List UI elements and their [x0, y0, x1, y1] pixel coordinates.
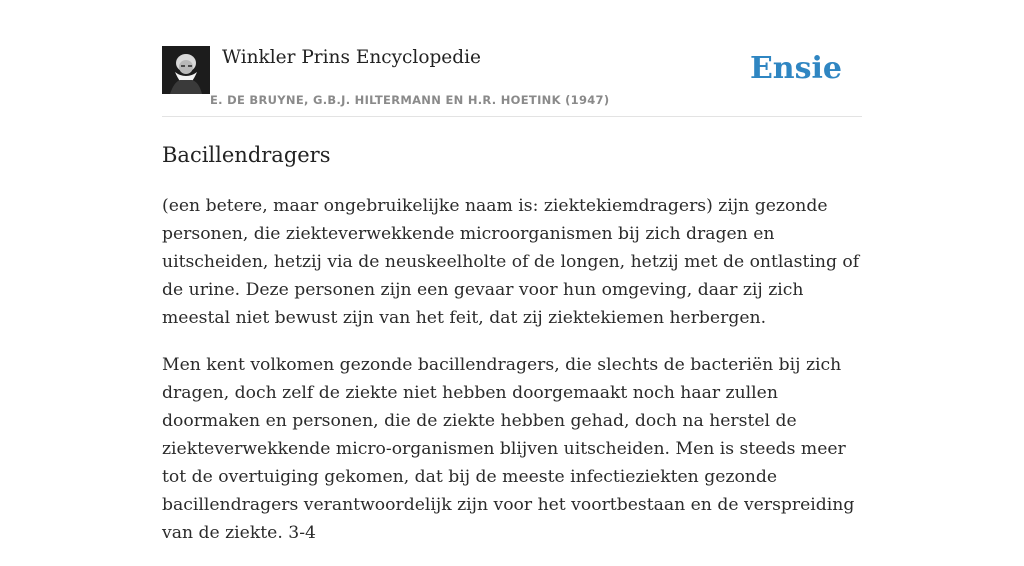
author-portrait-icon — [162, 46, 210, 94]
publication-authors: E. DE BRUYNE, G.B.J. HILTERMANN EN H.R. HOETINK (1947) — [210, 93, 610, 107]
article-title: Bacillendragers — [162, 143, 331, 167]
article-body — [162, 192, 862, 566]
brand-logo[interactable]: Ensie — [749, 51, 842, 86]
header — [162, 46, 862, 117]
article-paragraph: (een betere, maar ongebruikelijke naam is: ziektekiemdragers) zijn gezonde personen, die ziekteverwekkende microorganismen bij zich dragen en uitscheiden, hetzij via de neuskeelholte of de longen, hetzij met de ontlasting of de urine. Deze personen zijn een gevaar voor hun omgeving, daar zij zich meestal niet bewust zijn van het feit, dat zij ziektekiemen herbergen. — [162, 196, 860, 328]
article-paragraph: Men kent volkomen gezonde bacillendragers, die slechts de bacteriën bij zich dragen, doch zelf de ziekte niet hebben doorgemaakt noch haar zullen doormaken en personen, die de ziekte hebben gehad, doch na herstel de ziekteverwekkende micro-organismen blijven uitscheiden. Men is steeds meer tot de overtuiging gekomen, dat bij de meeste infectieziekten gezonde bacillendragers verantwoordelijk zijn voor het voortbestaan en de verspreiding van de ziekte. 3-4 — [162, 355, 855, 543]
publication-title[interactable]: Winkler Prins Encyclopedie — [222, 47, 481, 68]
